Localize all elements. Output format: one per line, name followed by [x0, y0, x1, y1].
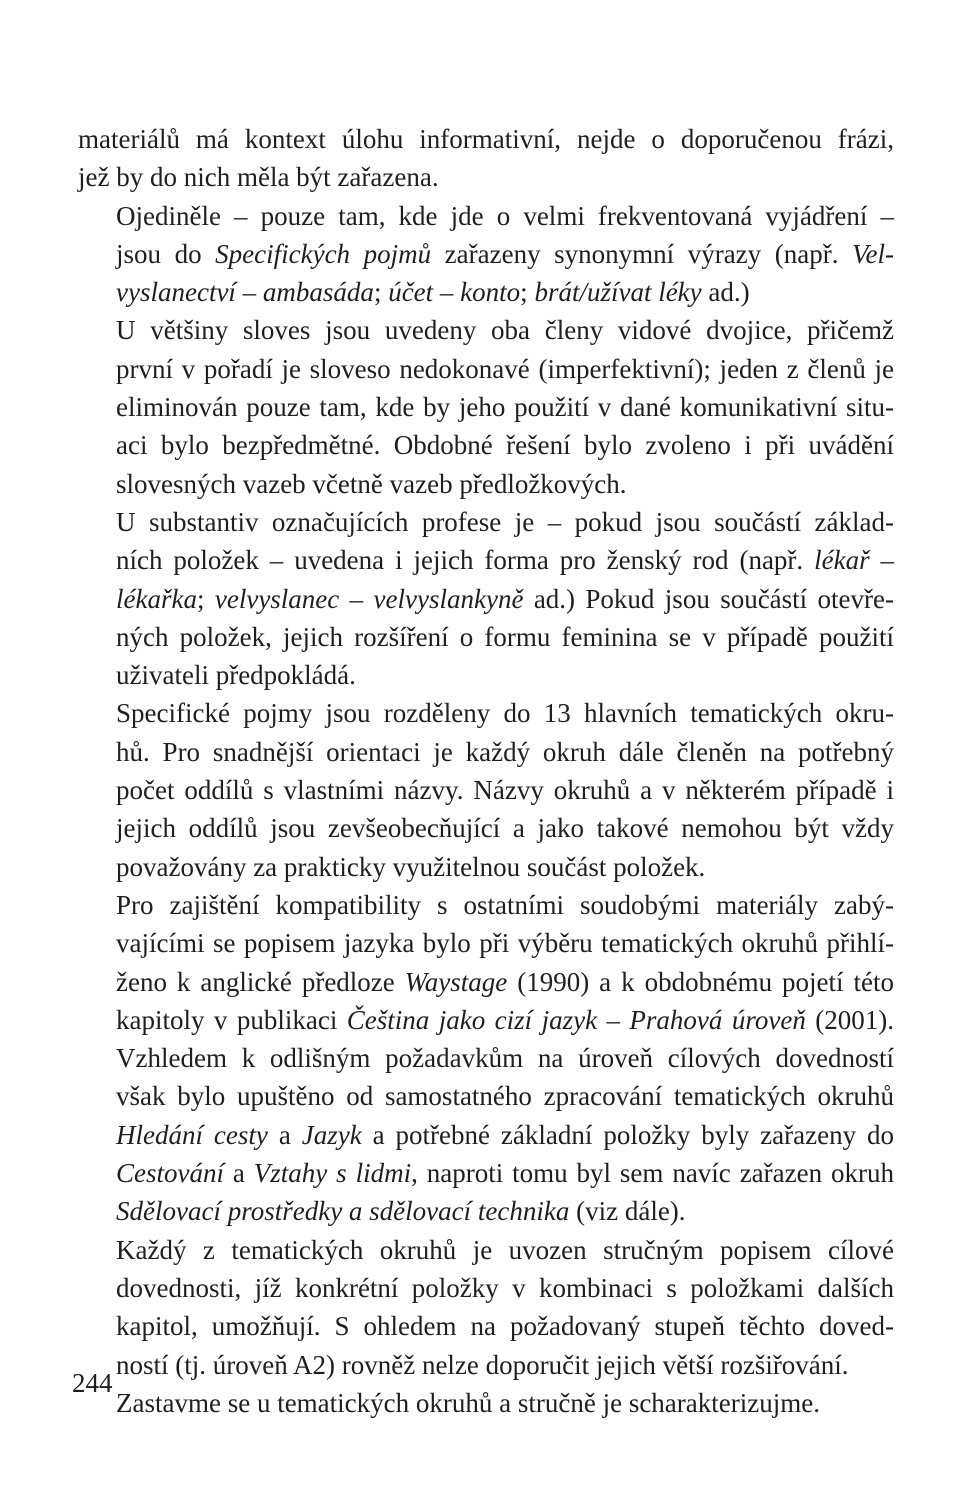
- text-run: jež by do nich měla být zařazena.: [78, 162, 439, 193]
- text-run: ad.) Pokud jsou součástí otevře-: [523, 583, 895, 614]
- text-run: jsou do: [116, 238, 216, 269]
- text-run: a potřebné základní položky byly zařazeny do: [361, 1119, 895, 1150]
- text-run: (viz dále).: [569, 1196, 686, 1227]
- text-run: uživateli předpokládá.: [116, 660, 356, 691]
- text-line: [78, 580, 894, 618]
- text-line: [78, 1154, 894, 1192]
- italic-term: Čeština jako cizí jazyk – Prahová úroveň: [346, 1004, 806, 1035]
- text-run: Vzhledem k odlišným požadavkům na úroveň cílových dovedností: [116, 1043, 894, 1074]
- text-run: dovednosti, jíž konkrétní položky v kombinaci s položkami dalších: [116, 1272, 894, 1303]
- paragraph: [78, 1384, 894, 1422]
- text-line: [78, 1384, 894, 1422]
- text-line: [78, 350, 894, 388]
- text-line: [78, 1001, 894, 1039]
- paragraph: [78, 120, 894, 197]
- text-line: [78, 886, 894, 924]
- text-run: vajícími se popisem jazyka bylo při výběru tematických okruhů přihlí-: [116, 928, 894, 959]
- text-run: (2001).: [805, 1004, 894, 1035]
- text-line: [78, 1192, 894, 1230]
- paragraph: [78, 694, 894, 885]
- text-run: aci bylo bezpředmětné. Obdobné řešení bylo zvoleno i při uvádění: [116, 430, 894, 461]
- text-run: ;: [196, 583, 215, 614]
- text-line: [78, 465, 894, 503]
- text-run: a: [267, 1119, 302, 1150]
- text-line: [78, 1307, 894, 1345]
- text-line: [78, 235, 894, 273]
- italic-term: Sdělovací prostředky a sdělovací technika: [116, 1196, 570, 1227]
- text-run: ných položek, jejich rozšíření o formu feminina se v případě použití: [116, 621, 894, 652]
- text-run: a: [224, 1158, 254, 1189]
- text-run: Specifické pojmy jsou rozděleny do 13 hlavních tematických okru-: [116, 698, 894, 729]
- text-line: [78, 311, 894, 349]
- text-run: U většiny sloves jsou uvedeny oba členy vidové dvojice, přičemž: [116, 315, 894, 346]
- italic-term: lékařka: [116, 583, 197, 614]
- text-run: Ojediněle – pouze tam, kde jde o velmi frekventovaná vyjádření –: [116, 200, 894, 231]
- paragraph: [78, 886, 894, 1231]
- text-run: zařazeny synonymní výrazy (např.: [431, 238, 852, 269]
- text-run: považovány za prakticky využitelnou součást položek.: [116, 851, 706, 882]
- italic-term: Hledání cesty: [116, 1119, 268, 1150]
- text-run: ních položek – uvedena i jejich forma pro ženský rod (např.: [116, 545, 815, 576]
- text-line: [78, 1269, 894, 1307]
- italic-term: účet – konto: [388, 277, 521, 308]
- text-run: (1990) a k obdobnému pojetí této: [507, 966, 894, 997]
- italic-term: brát/užívat léky: [534, 277, 702, 308]
- text-line: [78, 1231, 894, 1269]
- text-run: , naproti tomu byl sem navíc zařazen okruh: [411, 1158, 894, 1189]
- italic-term: Specifických pojmů: [215, 238, 432, 269]
- text-line: [78, 120, 894, 158]
- text-line: [78, 273, 894, 311]
- text-line: [78, 1077, 894, 1115]
- text-run: jejich oddílů jsou zevšeobecňující a jako takové nemohou být vždy: [116, 813, 894, 844]
- text-run: Každý z tematických okruhů je uvozen stručným popisem cílové: [116, 1234, 894, 1265]
- text-run: ností (tj. úroveň A2) rovněž nelze doporučit jejich větší rozšiřování.: [116, 1349, 849, 1380]
- text-run: počet oddílů s vlastními názvy. Názvy okruhů a v některém případě i: [116, 775, 894, 806]
- text-run: hů. Pro snadnější orientaci je každý okruh dále členěn na potřebný: [116, 736, 894, 767]
- text-line: [78, 963, 894, 1001]
- text-run: slovesných vazeb včetně vazeb předložkových.: [116, 468, 627, 499]
- text-line: [78, 158, 894, 196]
- text-line: [78, 426, 894, 464]
- body-text: [78, 120, 894, 1422]
- paragraph: [78, 1231, 894, 1384]
- italic-term: Waystage: [404, 966, 508, 997]
- text-run: ad.): [701, 277, 750, 308]
- text-run: Pro zajištění kompatibility s ostatními soudobými materiály zabý-: [116, 889, 894, 920]
- text-line: [78, 618, 894, 656]
- text-line: [78, 771, 894, 809]
- text-run: materiálů má kontext úlohu informativní, nejde o doporučenou frázi,: [78, 124, 894, 154]
- italic-term: Jazyk: [301, 1119, 362, 1150]
- text-line: [78, 1346, 894, 1384]
- text-run: však bylo upuštěno od samostatného zpracování tematických okruhů: [116, 1081, 894, 1112]
- paragraph: [78, 503, 894, 694]
- text-run: ;: [520, 277, 535, 308]
- text-run: Zastavme se u tematických okruhů a stručně je scharakterizujme.: [116, 1387, 820, 1418]
- text-line: [78, 197, 894, 235]
- text-run: první v pořadí je sloveso nedokonavé (imperfektivní); jeden z členů je: [116, 353, 894, 384]
- text-line: [78, 503, 894, 541]
- italic-term: lékař –: [814, 545, 894, 576]
- italic-term: Vztahy s lidmi: [253, 1158, 412, 1189]
- text-line: [78, 809, 894, 847]
- text-run: ;: [373, 277, 389, 308]
- text-line: [78, 694, 894, 732]
- text-line: [78, 388, 894, 426]
- text-line: [78, 848, 894, 886]
- italic-term: Vel-: [852, 238, 894, 269]
- text-run: eliminován pouze tam, kde by jeho použití v dané komunikativní situ-: [116, 392, 894, 423]
- text-line: [78, 541, 894, 579]
- text-run: ženo k anglické předloze: [116, 966, 405, 997]
- text-line: [78, 733, 894, 771]
- page-number: 244: [72, 1368, 113, 1398]
- text-line: [78, 1116, 894, 1154]
- italic-term: Cestování: [116, 1158, 224, 1189]
- text-run: U substantiv označujících profese je – pokud jsou součástí základ-: [116, 506, 894, 537]
- paragraph: [78, 197, 894, 312]
- text-line: [78, 924, 894, 962]
- italic-term: vyslanectví – ambasáda: [116, 277, 374, 308]
- text-line: [78, 1039, 894, 1077]
- italic-term: velvyslanec – velvyslankyně: [214, 583, 524, 614]
- text-run: kapitol, umožňují. S ohledem na požadovaný stupeň těchto doved-: [116, 1311, 894, 1342]
- text-line: [78, 656, 894, 694]
- text-run: kapitoly v publikaci: [116, 1004, 347, 1035]
- paragraph: [78, 311, 894, 502]
